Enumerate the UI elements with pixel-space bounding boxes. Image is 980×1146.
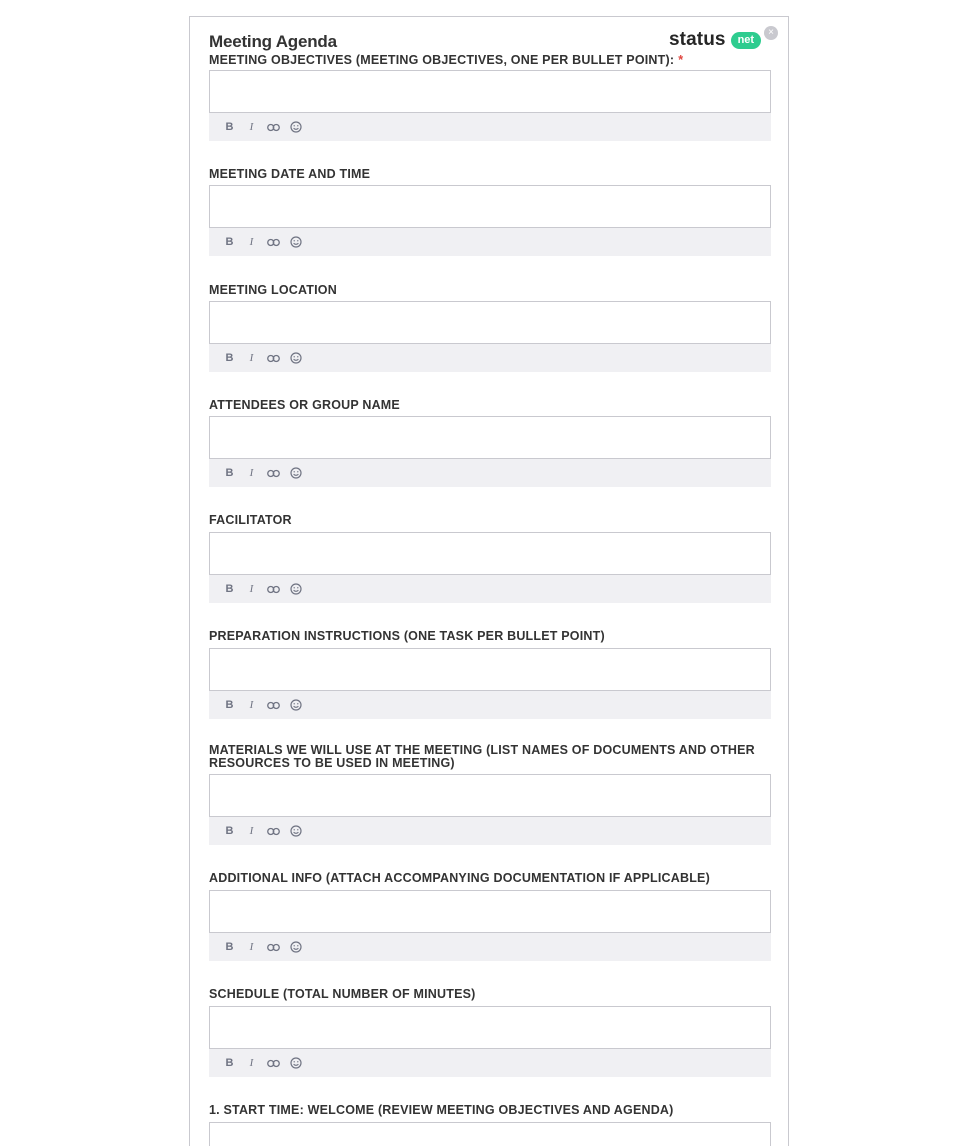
field-label [209,54,771,67]
field-label-text: SCHEDULE (TOTAL NUMBER OF MINUTES) [209,987,476,1001]
text-input-area[interactable] [209,532,771,575]
field-label-text: MEETING DATE AND TIME [209,167,371,181]
field-label [209,988,771,1001]
rich-text-editor [209,532,771,603]
rich-text-editor [209,1122,771,1146]
brand-logo [669,29,761,51]
editor-toolbar [209,933,771,961]
field-label-text: ATTENDEES OR GROUP NAME [209,398,400,412]
italic-icon[interactable]: I [249,467,254,479]
emoji-icon[interactable] [289,1057,302,1070]
link-icon[interactable] [267,583,280,596]
emoji-icon[interactable] [289,121,302,134]
link-icon[interactable] [267,352,280,365]
brand-wordmark: status [669,29,726,50]
bold-icon[interactable]: B [225,236,234,248]
italic-icon[interactable]: I [249,699,254,711]
bold-icon[interactable]: B [225,941,234,953]
rich-text-editor [209,185,771,256]
emoji-icon[interactable] [289,467,302,480]
text-input-area[interactable] [209,416,771,459]
rich-text-editor [209,1006,771,1077]
rich-text-editor [209,301,771,372]
italic-icon[interactable]: I [249,236,254,248]
italic-icon[interactable]: I [249,1057,254,1069]
emoji-icon[interactable] [289,941,302,954]
text-input-area[interactable] [209,890,771,933]
rich-text-editor [209,774,771,845]
field-label [209,872,771,885]
emoji-icon[interactable] [289,699,302,712]
link-icon[interactable] [267,941,280,954]
italic-icon[interactable]: I [249,352,254,364]
link-icon[interactable] [267,121,280,134]
bold-icon[interactable]: B [225,352,234,364]
rich-text-editor [209,648,771,719]
text-input-area[interactable] [209,301,771,344]
text-input-area[interactable] [209,70,771,113]
required-marker: * [678,53,684,67]
rich-text-editor [209,890,771,961]
field-label [209,284,771,297]
form-title: Meeting Agenda [209,32,337,51]
brand-badge: net [731,32,762,49]
editor-toolbar [209,228,771,256]
bold-icon[interactable]: B [225,467,234,479]
text-input-area[interactable] [209,1006,771,1049]
bold-icon[interactable]: B [225,121,234,133]
editor-toolbar [209,113,771,141]
bold-icon[interactable]: B [225,825,234,837]
editor-toolbar [209,459,771,487]
italic-icon[interactable]: I [249,583,254,595]
field-label [209,1104,771,1117]
close-button[interactable]: × [764,26,778,40]
emoji-icon[interactable] [289,352,302,365]
field-label [209,514,771,527]
editor-toolbar [209,1049,771,1077]
field-label-text: MATERIALS WE WILL USE AT THE MEETING (LIST NAMES OF DOCUMENTS AND OTHER RESOURCES TO BE USED IN MEETING) [209,743,755,770]
text-input-area[interactable] [209,1122,771,1146]
field-label [209,744,771,770]
rich-text-editor [209,70,771,141]
bold-icon[interactable]: B [225,699,234,711]
field-label [209,399,771,412]
field-label-text: ADDITIONAL INFO (ATTACH ACCOMPANYING DOCUMENTATION IF APPLICABLE) [209,871,710,885]
editor-toolbar [209,817,771,845]
field-label [209,630,771,643]
editor-toolbar [209,691,771,719]
field-label-text: MEETING OBJECTIVES (MEETING OBJECTIVES, ONE PER BULLET POINT): [209,53,675,67]
text-input-area[interactable] [209,774,771,817]
link-icon[interactable] [267,236,280,249]
emoji-icon[interactable] [289,825,302,838]
link-icon[interactable] [267,467,280,480]
emoji-icon[interactable] [289,236,302,249]
italic-icon[interactable]: I [249,941,254,953]
editor-toolbar [209,575,771,603]
bold-icon[interactable]: B [225,1057,234,1069]
italic-icon[interactable]: I [249,121,254,133]
text-input-area[interactable] [209,185,771,228]
italic-icon[interactable]: I [249,825,254,837]
emoji-icon[interactable] [289,583,302,596]
field-label-text: 1. START TIME: WELCOME (REVIEW MEETING OBJECTIVES AND AGENDA) [209,1103,674,1117]
link-icon[interactable] [267,699,280,712]
link-icon[interactable] [267,1057,280,1070]
field-label-text: MEETING LOCATION [209,283,337,297]
text-input-area[interactable] [209,648,771,691]
rich-text-editor [209,416,771,487]
meeting-agenda-form [189,16,789,1146]
field-label-text: PREPARATION INSTRUCTIONS (ONE TASK PER BULLET POINT) [209,629,605,643]
field-label-text: FACILITATOR [209,513,292,527]
editor-toolbar [209,344,771,372]
bold-icon[interactable]: B [225,583,234,595]
link-icon[interactable] [267,825,280,838]
field-label [209,168,771,181]
